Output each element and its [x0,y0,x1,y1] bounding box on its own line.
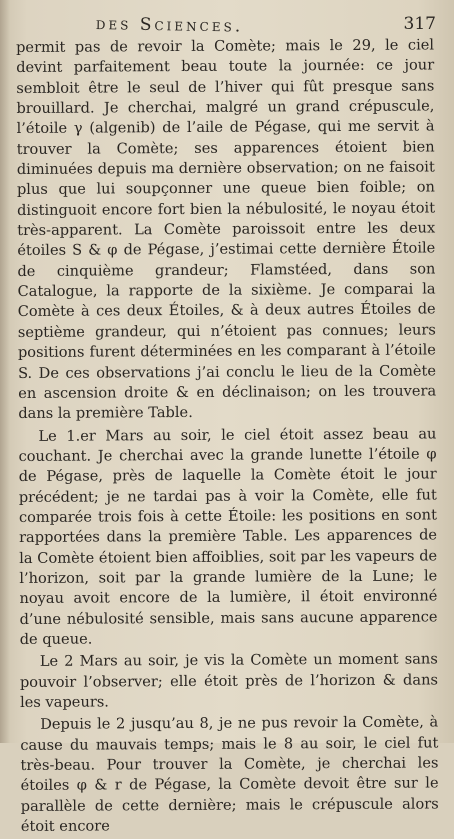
paragraph-continued: permit pas de revoir la Comète; mais le 29, le ciel devint parfaitement beau toute la journée: ce jour sembloit être le seul de l’hiver qui fût presque sans brouillard. Je cherchai, malgré un grand crépuscule, l’étoile γ (algenib) de l’aile de Pégase, qui me servit à trouver la Comète; ses apparences étoient bien diminuées depuis ma dernière observation; on ne faisoit plus que lui soupçonner une queue bien foible; on distinguoit encore fort bien la nébulosité, le noyau étoit très-apparent. La Comète paroissoit entre les deux étoiles S & φ de Pégase, j’estimai cette dernière Étoile de cinquième grandeur; Flamstéed, dans son Catalogue, la rapporte de la sixième. Je comparai la Comète à ces deux Étoiles, & à deux autres Étoiles de septième grandeur, qui n’étoient pas connues; leurs positions furent déterminées en les comparant à l’étoile S. De ces observations j’ai conclu le lieu de la Comète en ascension droite & en déclinaison; on les trouvera dans la première Table. [16,36,437,423]
paragraph-8-mars: Depuis le 2 jusqu’au 8, je ne pus revoir la Comète, à cause du mauvais temps; mais le 8 au soir, le ciel fut très-beau. Pour trouver la Comète, je cherchai les étoiles φ & r de Pégase, la Comète devoit être sur le parallèle de cette dernière; mais le crépuscule alors étoit encore [20,713,439,836]
paragraph-1-mars: Le 1.er Mars au soir, le ciel étoit assez beau au couchant. Je cherchai avec la grande lunette l’étoile φ de Pégase, près de laquelle la Comète étoit le jour précédent; je ne tardai pas à voir la Comète, elle fut comparée trois fois à cette Étoile: les positions en sont rapportées dans la première Table. Les apparences de la Comète étoient bien affoiblies, soit par les vapeurs de l’horizon, soit par la grande lumière de la Lune; le noyau avoit encore de la lumière, il étoit environné d’une nébulosité sensible, mais sans aucune apparence de queue. [18,424,438,648]
body-text [16,35,439,839]
running-head: des Sciences. [95,14,244,37]
page-number: 317 [403,14,436,34]
paragraph-2-mars: Le 2 Mars au soir, je vis la Comète un moment sans pouvoir l’observer; elle étoit près de l’horizon & dans les vapeurs. [19,650,438,711]
page-header [96,14,438,36]
